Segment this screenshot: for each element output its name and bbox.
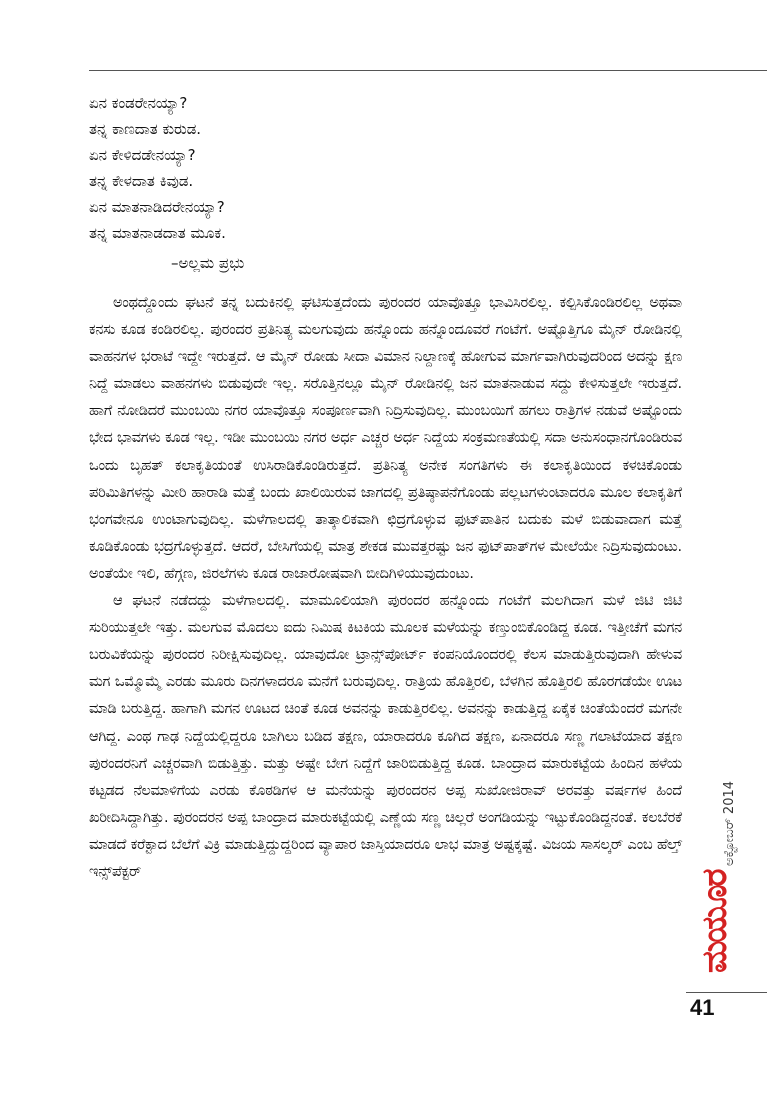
poem-line: ಏನ ಮಾತನಾಡಿದರೇನಯ್ಯಾ?: [89, 198, 225, 216]
poem-line: ತನ್ನ ಕಾಣದಾತ ಕುರುಡ.: [89, 120, 202, 138]
poem-line: ಏನ ಕೇಳಿದಡೇನಯ್ಯಾ?: [89, 146, 196, 164]
footer-rule: [686, 992, 767, 993]
epigraph-poem: [89, 90, 509, 276]
poem-line: ಏನ ಕಂಡರೇನಯ್ಯಾ?: [89, 94, 188, 112]
magazine-logo: ಮಯೂರ: [695, 870, 735, 974]
magazine-sidebar: [686, 748, 756, 976]
header-rule: [89, 70, 767, 71]
body-paragraph: ಅಂಥದ್ದೊಂದು ಘಟನೆ ತನ್ನ ಬದುಕಿನಲ್ಲಿ ಘಟಿಸುತ್ತದೆಂದು ಪುರಂದರ ಯಾವೊತ್ತೂ ಭಾವಿಸಿರಲಿಲ್ಲ. ಕಲ್ಪಿಸಿಕೊಂಡಿರಲಿಲ್ಲ ಅಥವಾ ಕನಸು ಕೂಡ ಕಂಡಿರಲಿಲ್ಲ. ಪುರಂದರ ಪ್ರತಿನಿತ್ಯ ಮಲಗುವುದು ಹನ್ನೊಂದು ಹನ್ನೊಂದೂವರೆ ಗಂಟೆಗೆ. ಅಷ್ಟೊತ್ತಿಗೂ ಮೈನ್ ರೋಡಿನಲ್ಲಿ ವಾಹನಗಳ ಭರಾಟೆ ಇದ್ದೇ ಇರುತ್ತದೆ. ಆ ಮೈನ್ ರೋಡು ಸೀದಾ ವಿಮಾನ ನಿಲ್ದಾಣಕ್ಕೆ ಹೋಗುವ ಮಾರ್ಗವಾಗಿರುವುದರಿಂದ ಅದನ್ನು ಕ್ಷಣ ನಿದ್ದೆ ಮಾಡಲು ವಾಹನಗಳು ಬಿಡುವುದೇ ಇಲ್ಲ. ಸರೊತ್ತಿನಲ್ಲೂ ಮೈನ್ ರೋಡಿನಲ್ಲಿ ಜನ ಮಾತನಾಡುವ ಸದ್ದು ಕೇಳಿಸುತ್ತಲೇ ಇರುತ್ತದೆ. ಹಾಗೆ ನೋಡಿದರೆ ಮುಂಬಯಿ ನಗರ ಯಾವೊತ್ತೂ ಸಂಪೂರ್ಣವಾಗಿ ನಿದ್ರಿಸುವುದಿಲ್ಲ. ಮುಂಬಯಿಗೆ ಹಗಲು ರಾತ್ರಿಗಳ ನಡುವೆ ಅಷ್ಟೊಂದು ಭೇದ ಭಾವಗಳು ಕೂಡ ಇಲ್ಲ. ಇಡೀ ಮುಂಬಯಿ ನಗರ ಅರ್ಧ ಎಚ್ಚರ ಅರ್ಧ ನಿದ್ದೆಯ ಸಂಕ್ರಮಣತೆಯಲ್ಲಿ ಸದಾ ಅನುಸಂಧಾನಗೊಂಡಿರುವ ಒಂದು ಬೃಹತ್ ಕಲಾಕೃತಿಯಂತೆ ಉಸಿರಾಡಿಕೊಂಡಿರುತ್ತದೆ. ಪ್ರತಿನಿತ್ಯ ಅನೇಕ ಸಂಗತಿಗಳು ಈ ಕಲಾಕೃತಿಯಿಂದ ಕಳಚಿಕೊಂಡು ಪರಿಮಿತಿಗಳನ್ನು ಮೀರಿ ಹಾರಾಡಿ ಮತ್ತೆ ಬಂದು ಖಾಲಿಯಿರುವ ಜಾಗದಲ್ಲಿ ಪ್ರತಿಷ್ಠಾಪನೆಗೊಂಡು ಪಲ್ಲಟಗಳುಂಟಾದರೂ ಮೂಲ ಕಲಾಕೃತಿಗೆ ಭಂಗವೇನೂ ಉಂಟಾಗುವುದಿಲ್ಲ. ಮಳೆಗಾಲದಲ್ಲಿ ತಾತ್ಕಾಲಿಕವಾಗಿ ಛಿದ್ರಗೊಳ್ಳುವ ಫುಟ್‌ಪಾತಿನ ಬದುಕು ಮಳೆ ಬಿಡುವಾದಾಗ ಮತ್ತೆ ಕೂಡಿಕೊಂಡು ಭದ್ರಗೊಳ್ಳುತ್ತದೆ. ಆದರೆ, ಬೇಸಿಗೆಯಲ್ಲಿ ಮಾತ್ರ ಶೇಕಡ ಮುವತ್ತರಷ್ಟು ಜನ ಫುಟ್‌ಪಾತ್‌ಗಳ ಮೇಲೆಯೇ ನಿದ್ರಿಸುವುದುಂಟು. ಅಂತೆಯೇ ಇಲಿ, ಹೆಗ್ಗಣ, ಜಿರಲೆಗಳು ಕೂಡ ರಾಜಾರೋಷವಾಗಿ ಬೀದಿಗಿಳಿಯುವುದುಂಟು.: [89, 295, 682, 582]
story-body: [89, 290, 682, 886]
issue-date: ಅಕ್ಟೋಬರ್ 2014: [722, 780, 737, 866]
poem-author: –ಅಲ್ಲಮ ಪ್ರಭು: [171, 254, 245, 272]
body-paragraph: ಆ ಘಟನೆ ನಡೆದದ್ದು ಮಳೆಗಾಲದಲ್ಲಿ. ಮಾಮೂಲಿಯಾಗಿ ಪುರಂದರ ಹನ್ನೊಂದು ಗಂಟೆಗೆ ಮಲಗಿದಾಗ ಮಳೆ ಜಿಟಿ ಜಿಟಿ ಸುರಿಯುತ್ತಲೇ ಇತ್ತು. ಮಲಗುವ ಮೊದಲು ಐದು ನಿಮಿಷ ಕಿಟಕಿಯ ಮೂಲಕ ಮಳೆಯನ್ನು ಕಣ್ತುಂಬಿಕೊಂಡಿದ್ದ ಕೂಡ. ಇತ್ತೀಚೆಗೆ ಮಗನ ಬರುವಿಕೆಯನ್ನು ಪುರಂದರ ನಿರೀಕ್ಷಿಸುವುದಿಲ್ಲ. ಯಾವುದೋ ಟ್ರಾನ್ಸ್‌ಪೋರ್ಟ್ ಕಂಪನಿಯೊಂದರಲ್ಲಿ ಕೆಲಸ ಮಾಡುತ್ತಿರುವುದಾಗಿ ಹೇಳುವ ಮಗ ಒಮ್ಮೊಮ್ಮೆ ಎರಡು ಮೂರು ದಿನಗಳಾದರೂ ಮನೆಗೆ ಬರುವುದಿಲ್ಲ. ರಾತ್ರಿಯ ಹೊತ್ತಿರಲಿ, ಬೆಳಗಿನ ಹೊತ್ತಿರಲಿ ಹೊರಗಡೆಯೇ ಊಟ ಮಾಡಿ ಬರುತ್ತಿದ್ದ. ಹಾಗಾಗಿ ಮಗನ ಊಟದ ಚಿಂತೆ ಕೂಡ ಅವನನ್ನು ಕಾಡುತ್ತಿರಲಿಲ್ಲ. ಅವನನ್ನು ಕಾಡುತ್ತಿದ್ದ ಏಕೈಕ ಚಿಂತೆಯೆಂದರೆ ಮಗನೇ ಆಗಿದ್ದ. ಎಂಥ ಗಾಢ ನಿದ್ದೆಯಲ್ಲಿದ್ದರೂ ಬಾಗಿಲು ಬಡಿದ ತಕ್ಷಣ, ಯಾರಾದರೂ ಕೂಗಿದ ತಕ್ಷಣ, ಏನಾದರೂ ಸಣ್ಣ ಗಲಾಟೆಯಾದ ತಕ್ಷಣ ಪುರಂದರನಿಗೆ ಎಚ್ಚರವಾಗಿ ಬಿಡುತ್ತಿತ್ತು. ಮತ್ತು ಅಷ್ಟೇ ಬೇಗ ನಿದ್ದೆಗೆ ಜಾರಿಬಿಡುತ್ತಿದ್ದ ಕೂಡ. ಬಾಂದ್ರಾದ ಮಾರುಕಟ್ಟೆಯ ಹಿಂದಿನ ಹಳೆಯ ಕಟ್ಟಡದ ನೆಲಮಾಳಿಗೆಯ ಎರಡು ಕೊಠಡಿಗಳ ಆ ಮನೆಯನ್ನು ಪುರಂದರನ ಅಪ್ಪ ಸುಖೋಜಿರಾವ್ ಅರವತ್ತು ವರ್ಷಗಳ ಹಿಂದೆ ಖರೀದಿಸಿದ್ದಾಗಿತ್ತು. ಪುರಂದರನ ಅಪ್ಪ ಬಾಂದ್ರಾದ ಮಾರುಕಟ್ಟೆಯಲ್ಲಿ ಎಣ್ಣೆಯ ಸಣ್ಣ ಚಿಲ್ಲರೆ ಅಂಗಡಿಯನ್ನು ಇಟ್ಟುಕೊಂಡಿದ್ದನಂತೆ. ಕಲಬೆರಕೆ ಮಾಡದೆ ಕರೆಕ್ಟಾದ ಬೆಲೆಗೆ ವಿಕ್ರಿ ಮಾಡುತ್ತಿದ್ದುದ್ದರಿಂದ ವ್ಯಾಪಾರ ಜಾಸ್ತಿಯಾದರೂ ಲಾಭ ಮಾತ್ರ ಅಷ್ಟಕ್ಕಷ್ಟೆ. ವಿಜಯ ಸಾಸಲ್ಕರ್ ಎಂಬ ಹೆಲ್ತ್ ಇನ್ಸ್‌ಪೆಕ್ಟರ್: [89, 593, 682, 880]
poem-line: ತನ್ನ ಮಾತನಾಡದಾತ ಮೂಕ.: [89, 224, 226, 242]
poem-line: ತನ್ನ ಕೇಳದಾತ ಕಿವುಡ.: [89, 172, 194, 190]
page-number: 41: [690, 995, 715, 1020]
